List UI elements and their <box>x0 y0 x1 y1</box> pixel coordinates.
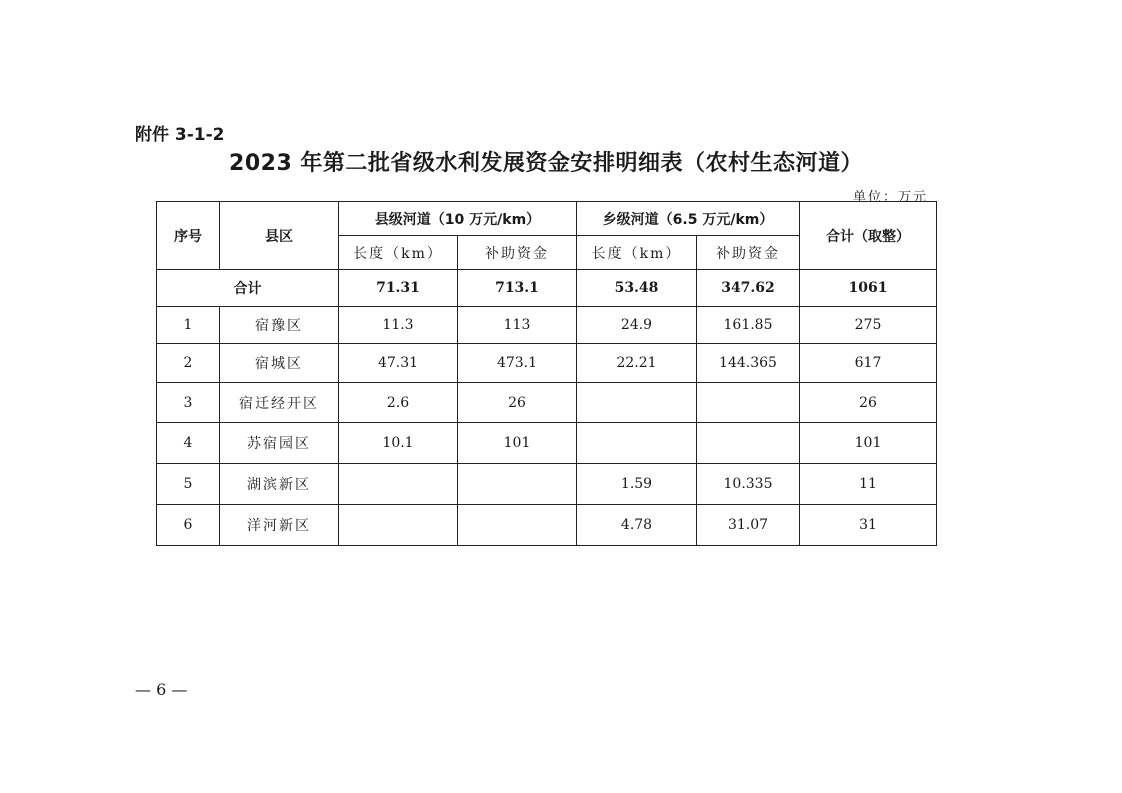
header-serial: 序号 <box>157 202 220 270</box>
total-label: 合计 <box>157 270 339 307</box>
table-row <box>157 383 937 423</box>
row-serial: 2 <box>157 344 220 383</box>
row-county-subsidy <box>458 464 577 505</box>
row-township-length: 4.78 <box>577 505 697 546</box>
row-county-subsidy <box>458 505 577 546</box>
row-serial: 6 <box>157 505 220 546</box>
row-district: 宿城区 <box>220 344 339 383</box>
row-total: 617 <box>800 344 937 383</box>
row-district: 宿迁经开区 <box>220 383 339 423</box>
row-district: 湖滨新区 <box>220 464 339 505</box>
table-row <box>157 464 937 505</box>
row-township-subsidy: 161.85 <box>697 307 800 344</box>
row-district: 宿豫区 <box>220 307 339 344</box>
unit-label: 单位：万元 <box>852 190 928 205</box>
row-county-subsidy: 26 <box>458 383 577 423</box>
row-serial: 1 <box>157 307 220 344</box>
row-township-length: 1.59 <box>577 464 697 505</box>
header-county-group: 县级河道（10 万元/km） <box>339 202 577 236</box>
header-district: 县区 <box>220 202 339 270</box>
row-total: 31 <box>800 505 937 546</box>
row-total: 101 <box>800 423 937 464</box>
header-township-subsidy: 补助资金 <box>697 236 800 270</box>
row-total: 26 <box>800 383 937 423</box>
table-row <box>157 423 937 464</box>
table-row <box>157 307 937 344</box>
row-total: 11 <box>800 464 937 505</box>
total-sum: 1061 <box>800 270 937 307</box>
row-county-length: 10.1 <box>339 423 458 464</box>
total-county-length: 71.31 <box>339 270 458 307</box>
row-county-length <box>339 464 458 505</box>
row-township-length: 22.21 <box>577 344 697 383</box>
header-total: 合计（取整） <box>800 202 937 270</box>
funding-table <box>156 201 937 546</box>
row-serial: 3 <box>157 383 220 423</box>
row-township-length <box>577 383 697 423</box>
row-township-subsidy: 10.335 <box>697 464 800 505</box>
row-district: 洋河新区 <box>220 505 339 546</box>
header-county-subsidy: 补助资金 <box>458 236 577 270</box>
row-township-subsidy <box>697 423 800 464</box>
total-county-subsidy: 713.1 <box>458 270 577 307</box>
header-county-length: 长度（km） <box>339 236 458 270</box>
total-row <box>157 270 937 307</box>
page-title: 2023 年第二批省级水利发展资金安排明细表（农村生态河道） <box>229 151 863 176</box>
row-county-length: 11.3 <box>339 307 458 344</box>
table-row <box>157 344 937 383</box>
header-township-length: 长度（km） <box>577 236 697 270</box>
row-township-length <box>577 423 697 464</box>
row-county-subsidy: 473.1 <box>458 344 577 383</box>
table-row <box>157 505 937 546</box>
header-row-1 <box>157 202 937 236</box>
row-township-subsidy: 144.365 <box>697 344 800 383</box>
header-township-group: 乡级河道（6.5 万元/km） <box>577 202 800 236</box>
total-township-subsidy: 347.62 <box>697 270 800 307</box>
row-township-subsidy <box>697 383 800 423</box>
row-district: 苏宿园区 <box>220 423 339 464</box>
row-serial: 5 <box>157 464 220 505</box>
page-number: — 6 — <box>135 680 188 699</box>
attachment-label: 附件 3-1-2 <box>135 125 225 145</box>
row-county-length: 47.31 <box>339 344 458 383</box>
row-serial: 4 <box>157 423 220 464</box>
row-total: 275 <box>800 307 937 344</box>
row-township-subsidy: 31.07 <box>697 505 800 546</box>
row-county-subsidy: 113 <box>458 307 577 344</box>
row-county-subsidy: 101 <box>458 423 577 464</box>
row-township-length: 24.9 <box>577 307 697 344</box>
row-county-length: 2.6 <box>339 383 458 423</box>
row-county-length <box>339 505 458 546</box>
total-township-length: 53.48 <box>577 270 697 307</box>
